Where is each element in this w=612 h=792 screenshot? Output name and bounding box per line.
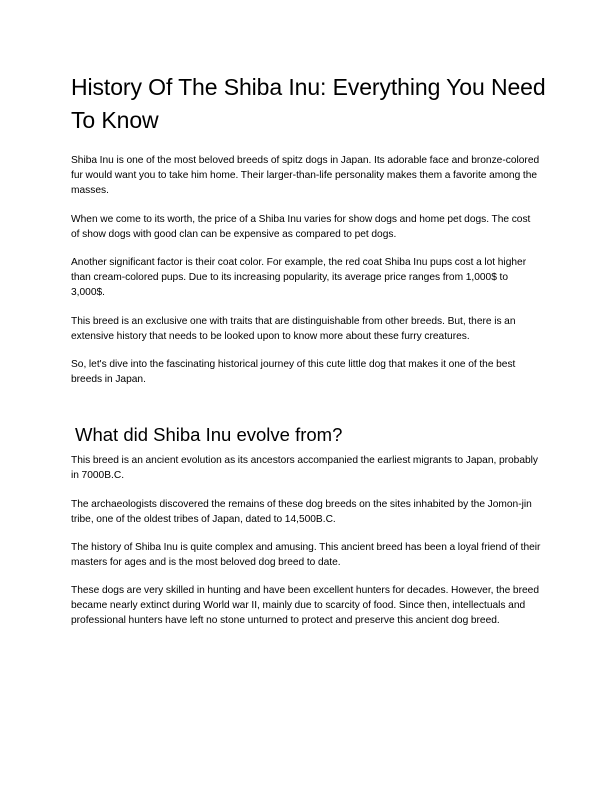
intro-paragraph-5: So, let's dive into the fascinating historical journey of this cute little dog that makes it one of the best breeds in Japan. (71, 359, 516, 386)
section-paragraph-3: The history of Shiba Inu is quite complex and amusing. This ancient breed has been a loyal friend of their masters for ages and is the most beloved dog breed to date. (71, 542, 541, 569)
intro-paragraph-2: When we come to its worth, the price of a Shiba Inu varies for show dogs and home pet dogs. The cost of show dogs with good clan can be expensive as compared to pet dogs. (71, 214, 531, 241)
section-paragraph-1: This breed is an ancient evolution as its ancestors accompanied the earliest migrants to Japan, probably in 7000B.C. (71, 455, 539, 482)
document-title: History Of The Shiba Inu: Everything You Need To Know (71, 74, 546, 133)
intro-paragraph-1: Shiba Inu is one of the most beloved breeds of spitz dogs in Japan. Its adorable face and bronze-colored fur would want you to take him home. Their larger-than-life personality makes them a favorite among the masses. (71, 155, 540, 197)
section-paragraph-2: The archaeologists discovered the remains of these dog breeds on the sites inhabited by the Jomon-jin tribe, one of the oldest tribes of Japan, dated to 14,500B.C. (71, 499, 532, 526)
intro-paragraph-3: Another significant factor is their coat color. For example, the red coat Shiba Inu pups cost a lot higher than cream-colored pups. Due to its increasing popularity, its average price ranges from 1,000$ to 3,000$. (71, 257, 527, 299)
section-paragraph-4: These dogs are very skilled in hunting and have been excellent hunters for decades. However, the breed became nearly extinct during World war II, mainly due to scarcity of food. Since then, intellectuals and professional hunters have left no stone unturned to protect and preserve this ancient dog breed. (71, 585, 539, 627)
intro-paragraph-4: This breed is an exclusive one with traits that are distinguishable from other breeds. But, there is an extensive history that needs to be looked upon to know more about these furry creatures. (71, 316, 516, 343)
section-heading: What did Shiba Inu evolve from? (75, 424, 343, 445)
